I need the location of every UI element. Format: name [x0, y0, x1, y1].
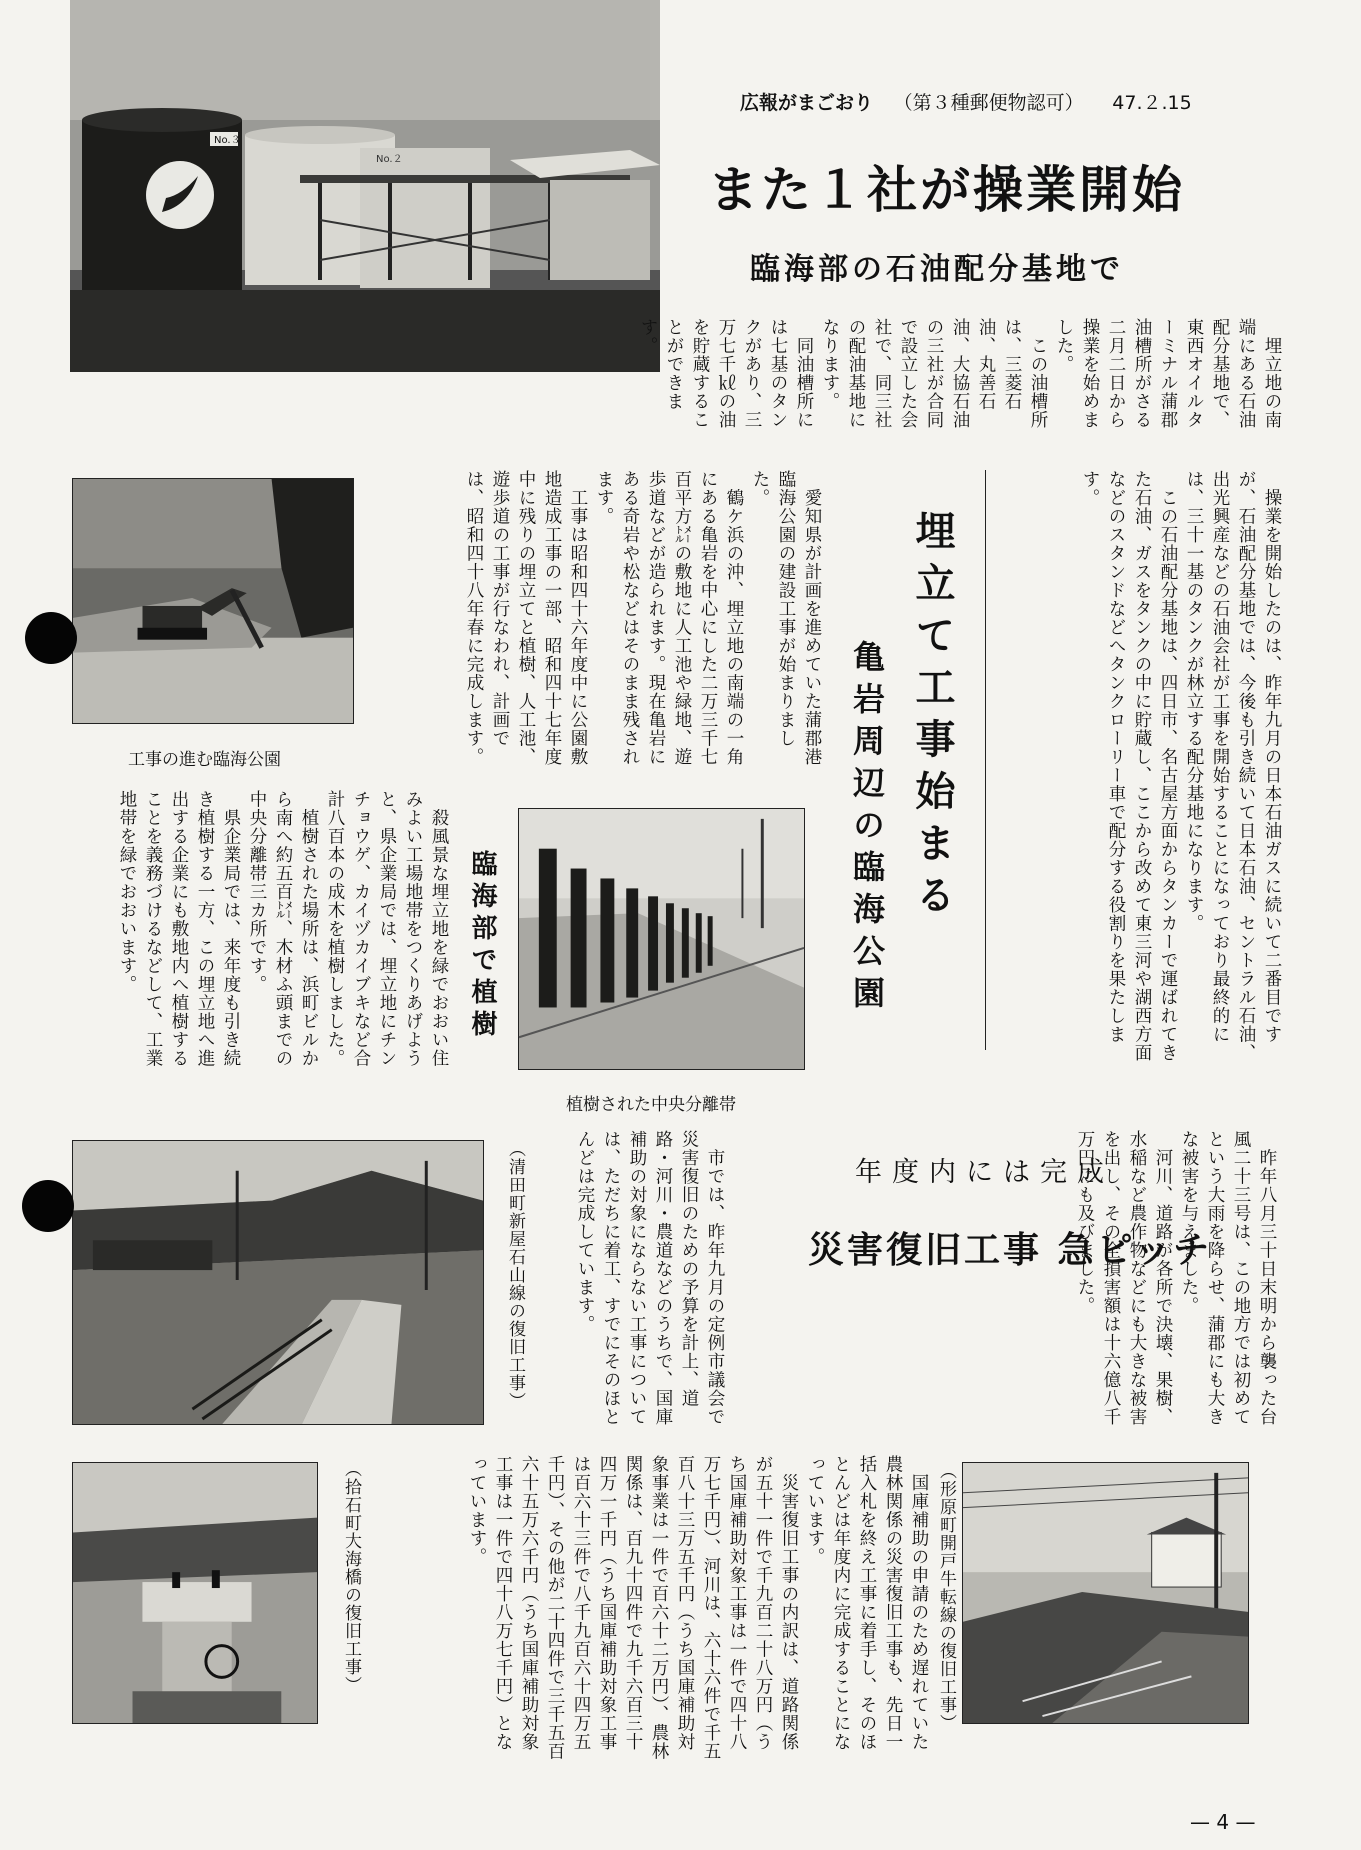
article1-headline: また１社が操業開始 [708, 160, 1185, 219]
article2-para-3: 工事は昭和四十六年度中に公園敷地造成工事の一部、昭和四十七年度中に残りの埋立てと植樹、人工池、遊歩道の工事が行なわれ、計画では、昭和四十八年春に完成します。 [464, 470, 588, 766]
road-repair-illustration [73, 1141, 483, 1424]
article2-body [370, 470, 825, 770]
article1-para-1: 埋立地の南端にある石油配分基地で、東西オイルターミナル蒲郡油槽所がさる二月二日から操業を始めました。 [1054, 318, 1282, 429]
masthead-title: 広報がまごおり [740, 92, 874, 114]
article1-para-4: 操業を開始したのは、昨年九月の日本石油ガスに続いて二番目ですが、石油配分基地では、今後も引き続いて日本石油、セントラル石油、出光興産などの石油会社が工事を開始することになっており最終的には、三十一基のタンクが林立する配分基地になります。 [1184, 470, 1282, 1062]
article3-headline: 臨海部で植樹 [467, 850, 497, 1042]
article4-para-1: 昨年八月三十日末明から襲った台風二十三号は、この地方では初めてという大雨を降らせ、蒲郡にも大きな被害を与えました。 [1179, 1130, 1277, 1426]
article2-para-1: 愛知県が計画を進めていた蒲郡港臨海公園の建設工事が始まりました。 [750, 470, 822, 766]
article3-para-2: 植樹された場所は、浜町ビルから南へ約五百㍍、木材ふ頭までの中央分離帯三カ所です。 [247, 790, 319, 1068]
binder-hole-bottom [22, 1180, 74, 1232]
katahara-repair-photo [962, 1462, 1249, 1724]
article4-para-5: 災害復旧工事の内訳は、道路関係が五十一件で千九百二十八万円（うち国庫補助対象工事は一件で四十八万七千円）、河川は、六十六件で千五百八十三万五千円（うち国庫補助対象事業は一件で百六十二万円）、農林関係は、百九十四件で九千六百三十四万一千円（うち国庫補助対象工事は百六十三件で八千九百六十四万五千円）、その他が二十四件で三千五百六十五万六千円（うち国庫補助対象工事は一件で四十八万七千円）となっています。 [467, 1455, 799, 1761]
page-number: — 4 — [1190, 1810, 1256, 1834]
binder-hole-top [25, 612, 77, 664]
median-trees-illustration [519, 809, 804, 1069]
oil-tank-illustration [70, 0, 660, 372]
katahara-repair-illustration [963, 1463, 1248, 1723]
oil-tank-photo [70, 0, 660, 372]
masthead-date: 47.２.15 [1112, 92, 1192, 114]
article1-para-3: 同油槽所には七基のタンクがあり、三万七千㎘の油を貯蔵することができます。 [638, 318, 814, 429]
bridge-repair-caption: （拾石町大海橋の復旧工事） [341, 1460, 361, 1694]
bridge-repair-photo [72, 1462, 318, 1724]
park-photo-caption: 工事の進む臨海公園 [128, 750, 281, 770]
tank-label-no2: No.２ [376, 154, 403, 165]
article3-para-3: 県企業局では、来年度も引き続き植樹する一方、この埋立地へ進出する企業にも敷地内へ植樹することを義務づけるなどして、工業地帯を緑でおおいます。 [117, 790, 241, 1068]
bridge-repair-illustration [73, 1463, 317, 1723]
article4-headline: 災害復旧工事 急ピッチ [808, 1230, 1213, 1271]
article2-rule [985, 470, 986, 1050]
article4-body-top [732, 1130, 1280, 1440]
article4-body-mid [520, 1130, 728, 1440]
park-construction-photo [72, 478, 354, 724]
article1-para-2: この油槽所は、三菱石油、丸善石油、大協石油の三社が合同で設立した会社で、同三社の配油基地になります。 [820, 318, 1048, 429]
article4-para-4: 国庫補助の申請のため遅れていた農林関係の災害復旧工事も、先日一括入札を終え工事に着手し、そのほとんどは年度内に完成することになっています。 [805, 1455, 929, 1751]
article1-body-top [638, 318, 1285, 443]
article2-headline: 埋立て工事始まる [909, 510, 955, 926]
article4-para-2: 河川、道路が各所で決壊、果樹、水稲など農作物などにも大きな被害を出し、その全損害額は十六億八千万円にも及びました。 [1075, 1130, 1173, 1426]
masthead [740, 88, 1192, 115]
article1-subhead: 臨海部の石油配分基地で [750, 252, 1124, 287]
median-photo-caption: 植樹された中央分離帯 [566, 1095, 736, 1115]
article2-subhead: 亀岩周辺の臨海公園 [848, 640, 886, 1018]
road-repair-caption: （清田町新屋石山線の復旧工事） [505, 1140, 525, 1410]
tank-label-no3: No.３ [214, 135, 241, 146]
masthead-permit: （第３種郵便物認可） [893, 92, 1084, 114]
article3-para-1: 殺風景な埋立地を緑でおおい住みよい工場地帯をつくりあげようと、県企業局では、埋立地にチンチョウゲ、カイヅカイブキなど合計八百本の成木を植樹しました。 [325, 790, 449, 1068]
katahara-repair-caption: （形原町開戸牛転線の復旧工事） [936, 1462, 956, 1732]
article1-para-5: この石油配分基地は、四日市、名古屋方面からタンカーで運ばれてきた石油、ガスをタンクの中に貯蔵し、ここから改めて東三河や湖西方面などのスタンドなどへタンクローリー車で配分する役割りを果たします。 [1080, 470, 1178, 1062]
article3-body [72, 790, 452, 1080]
article1-body-bottom [1005, 470, 1285, 1070]
article4-body-bottom [362, 1455, 932, 1765]
article4-kicker: 年度内には完成 [855, 1157, 1114, 1188]
park-construction-illustration [73, 479, 353, 723]
article2-para-2: 鶴ケ浜の沖、埋立地の南端の一角にある亀岩を中心にした二万三千七百平方㍍の敷地に人工池や緑地、遊歩道などが造られます。現在亀岩にある奇岩や松などはそのまま残されます。 [594, 470, 744, 766]
road-repair-photo [72, 1140, 484, 1425]
median-trees-photo [518, 808, 805, 1070]
article4-para-3: 市では、昨年九月の定例市議会で災害復旧のための予算を計上、道路・河川・農道などのうちで、国庫補助の対象にならない工事については、ただちに着工、すでにそのほとんどは完成しています。 [575, 1130, 725, 1426]
